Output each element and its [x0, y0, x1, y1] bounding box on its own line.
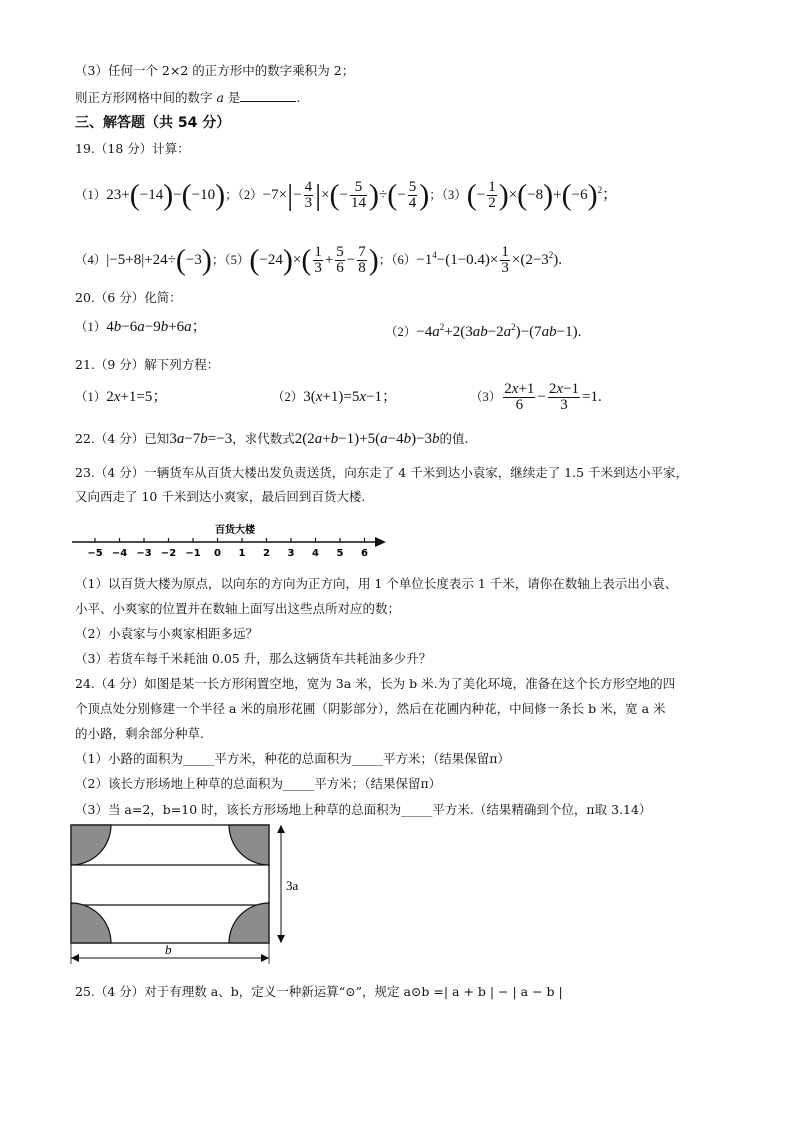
q24-part1: （1）小路的面积为_____平方米，种花的总面积为_____平方米；（结果保留π） [75, 751, 510, 766]
axis-origin-label: 百货大楼 [215, 525, 255, 536]
section-title: 三、解答题（共 54 分） [75, 115, 231, 131]
arrow-right-icon [261, 954, 269, 962]
axis-tick-label: 1 [238, 548, 246, 559]
q24-line2: 个顶点处分别修建一个半径 a 米的扇形花圃（阴影部分），然后在花圃内种花，中间修一条长 b 米，宽 a 米 [75, 701, 666, 716]
q23-line1: 23.（4 分）一辆货车从百货大楼出发负责送货，向东走了 4 千米到达小袁家，继续走了 1.5 千米到达小平家， [75, 465, 689, 480]
axis-tick-label: −1 [185, 548, 201, 559]
width-label: b [165, 942, 172, 957]
q23-part2: （2）小袁家与小爽家相距多远？ [75, 626, 258, 641]
arrow-left-icon [71, 954, 79, 962]
axis-tick-label: 0 [214, 548, 221, 559]
prev-condition-3: （3）任何一个 2×2 的正方形中的数字乘积为 2； [75, 63, 355, 78]
arrow-down-icon [277, 935, 285, 943]
garden-figure [65, 820, 305, 970]
answer-blank[interactable] [240, 101, 296, 102]
axis-tick-label: −3 [136, 548, 152, 559]
q24-part3: （3）当 a=2，b=10 时，该长方形场地上种草的总面积为_____平方米.（结果精确到个位，π取 3.14） [75, 802, 652, 817]
q20-part1: （1）4b−6a−9b+6a； [75, 319, 207, 335]
axis-tick-label: −5 [87, 548, 103, 559]
q21-part2: （2）3(x+1)=5x−1； [272, 389, 397, 405]
axis-tick-label: −4 [111, 548, 128, 559]
q21-part1: （1）2x+1=5； [75, 389, 168, 405]
q21-part3: （3） $\frac{2x+1}{6}$ − $\frac{2x-1}{3}$ =1. [470, 381, 602, 414]
arrow-icon [375, 537, 386, 547]
prev-question: 则正方形网格中间的数字 a 是 . [75, 90, 301, 105]
q25-text: 25.（4 分）对于有理数 a、b，定义一种新运算“⊙”，规定 a⊙b =| a + b | − | a − b | [75, 984, 563, 999]
q19-row1: （1）23+(−14)−(−10)；（2）−7×|− $\frac{4}{3}$ |×(− $\frac{5}{14}$ )÷(− $\frac{5}{4}$ )；（3）(− $\frac{1}{2}$ )$\times(-8)+(-6)^2$； [75, 178, 618, 212]
number-line [70, 522, 390, 562]
q23-part1a: （1）以百货大楼为原点，以向东的方向为正方向，用 1 个单位长度表示 1 千米，请你在数轴上表示出小袁、 [75, 576, 678, 591]
q24-part2: （2）该长方形场地上种草的总面积为_____平方米；（结果保留π） [75, 776, 442, 791]
q20-part2: $(2)-4a^2+2(3ab-2a^2)-(7ab-1)$. [385, 322, 582, 340]
height-label: 3a [286, 878, 299, 893]
q24-line3: 的小路，剩余部分种草. [75, 726, 204, 741]
q19-head: 19.（18 分）计算： [75, 141, 190, 156]
axis-tick-label: 2 [263, 548, 270, 559]
axis-tick-label: 3 [287, 548, 295, 559]
q21-head: 21.（9 分）解下列方程： [75, 357, 220, 372]
axis-tick-label: 4 [312, 548, 319, 559]
q20-head: 20.（6 分）化简： [75, 290, 182, 305]
q23-part1b: 小平、小爽家的位置并在数轴上面写出这些点所对应的数； [75, 601, 401, 616]
arrow-up-icon [277, 825, 285, 833]
q23-part3: （3）若货车每千米耗油 0.05 升，那么这辆货车共耗油多少升？ [75, 651, 432, 666]
axis-tick-label: 6 [361, 548, 368, 559]
axis-tick-label: −2 [160, 548, 177, 559]
q24-line1: 24.（4 分）如图是某一长方形闲置空地，宽为 3a 米，长为 b 米.为了美化环境，准备在这个长方形空地的四 [75, 676, 676, 691]
q23-line2: 又向西走了 10 千米到达小爽家，最后回到百货大楼. [75, 489, 366, 504]
axis-tick-label: 5 [336, 548, 344, 559]
q22-text: 22.（4 分）已知3a−7b=−3，求代数式2(2a+b−1)+5(a−4b)−3b的值. [75, 431, 469, 447]
q19-row2: （4）|−5+8|+24÷(−3)；（5）(−24)×( $\frac{1}{3}$ + $\frac{5}{6}$ − $\frac{7}{8}$ )；$(6)-1^4-(1-0.4)\times$ $\frac{1}{3}$ $\times(2-3^2)$. [75, 243, 563, 277]
